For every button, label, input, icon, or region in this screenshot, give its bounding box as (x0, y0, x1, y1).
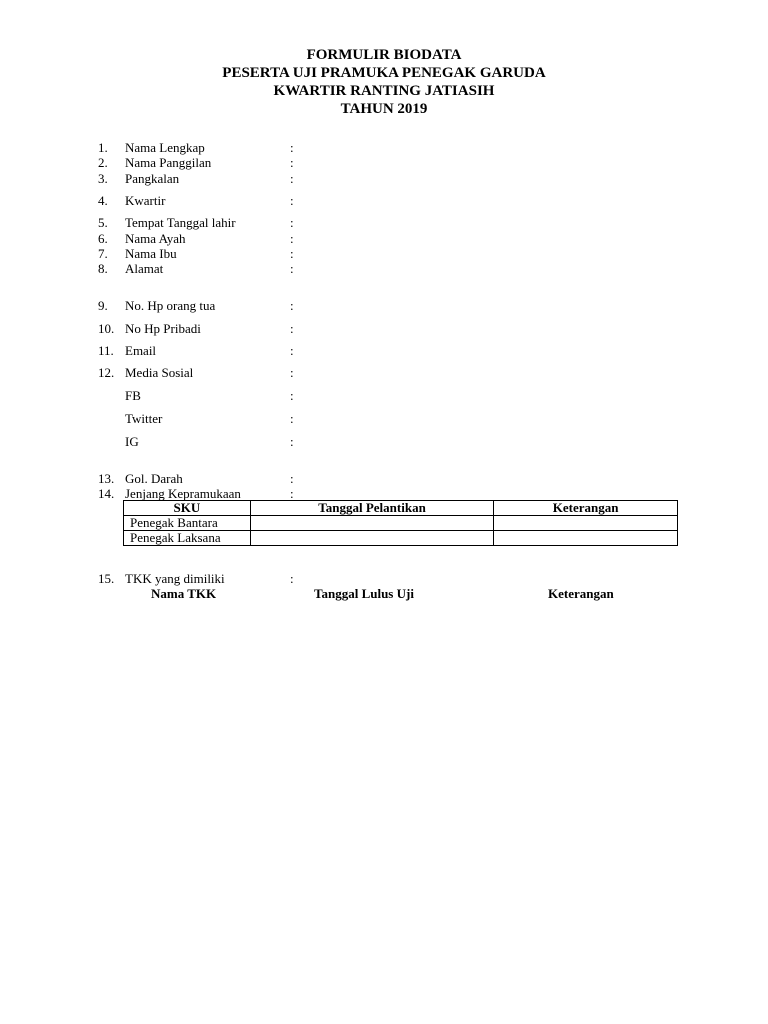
field-label: Jenjang Kepramukaan (125, 486, 241, 501)
nama-tkk-heading: Nama TKK (151, 586, 217, 601)
field-number: 7. (98, 246, 108, 261)
field-label: Pangkalan (125, 171, 180, 186)
field-number: 2. (98, 155, 108, 170)
field-number: 8. (98, 261, 108, 276)
field-colon: : (290, 411, 294, 426)
field-colon: : (290, 571, 294, 586)
field-label: Gol. Darah (125, 471, 183, 486)
field-number: 14. (98, 486, 115, 501)
field-label: Twitter (125, 411, 163, 426)
field-colon: : (290, 215, 294, 230)
sku-table-header-row (124, 501, 678, 516)
sku-cell: Penegak Laksana (124, 531, 251, 546)
field-label: FB (125, 388, 141, 403)
field-label: Alamat (125, 261, 164, 276)
sku-cell: Penegak Bantara (124, 516, 251, 531)
field-label: TKK yang dimiliki (125, 571, 225, 586)
field-colon: : (290, 171, 294, 186)
field-colon: : (290, 321, 294, 336)
field-label: Nama Ibu (125, 246, 177, 261)
field-label: Kwartir (125, 193, 166, 208)
field-label: Nama Panggilan (125, 155, 212, 170)
tanggal-pelantikan-column-header: Tanggal Pelantikan (250, 501, 494, 516)
field-colon: : (290, 365, 294, 380)
field-colon: : (290, 140, 294, 155)
field-colon: : (290, 155, 294, 170)
sku-column-header: SKU (124, 501, 251, 516)
field-label: Tempat Tanggal lahir (125, 215, 236, 230)
field-label: Email (125, 343, 157, 358)
form-subtitle-event: PESERTA UJI PRAMUKA PENEGAK GARUDA (222, 65, 546, 81)
keterangan-cell[interactable] (494, 531, 678, 546)
table-row (124, 531, 678, 546)
field-label: No Hp Pribadi (125, 321, 201, 336)
field-number: 4. (98, 193, 108, 208)
field-colon: : (290, 298, 294, 313)
field-number: 11. (98, 343, 114, 358)
tanggal-pelantikan-cell[interactable] (250, 531, 494, 546)
field-number: 10. (98, 321, 115, 336)
keterangan-cell[interactable] (494, 516, 678, 531)
field-colon: : (290, 246, 294, 261)
field-colon: : (290, 193, 294, 208)
field-colon: : (290, 434, 294, 449)
table-row (124, 516, 678, 531)
field-number: 13. (98, 471, 115, 486)
field-label: Nama Ayah (125, 231, 186, 246)
field-label: No. Hp orang tua (125, 298, 216, 313)
field-colon: : (290, 486, 294, 501)
field-colon: : (290, 343, 294, 358)
field-number: 12. (98, 365, 115, 380)
form-subtitle-year: TAHUN 2019 (340, 101, 428, 117)
field-colon: : (290, 471, 294, 486)
field-colon: : (290, 388, 294, 403)
sku-table (123, 500, 678, 546)
keterangan-heading: Keterangan (548, 586, 614, 601)
field-label: Media Sosial (125, 365, 194, 380)
field-colon: : (290, 231, 294, 246)
tanggal-pelantikan-cell[interactable] (250, 516, 494, 531)
form-subtitle-organization: KWARTIR RANTING JATIASIH (273, 83, 495, 99)
field-number: 15. (98, 571, 115, 586)
tanggal-lulus-uji-heading: Tanggal Lulus Uji (314, 586, 414, 601)
field-number: 9. (98, 298, 108, 313)
field-colon: : (290, 261, 294, 276)
field-number: 3. (98, 171, 108, 186)
form-title: FORMULIR BIODATA (306, 47, 462, 63)
field-number: 5. (98, 215, 108, 230)
field-number: 1. (98, 140, 108, 155)
keterangan-column-header: Keterangan (494, 501, 678, 516)
field-label: IG (125, 434, 139, 449)
field-label: Nama Lengkap (125, 140, 205, 155)
field-number: 6. (98, 231, 108, 246)
